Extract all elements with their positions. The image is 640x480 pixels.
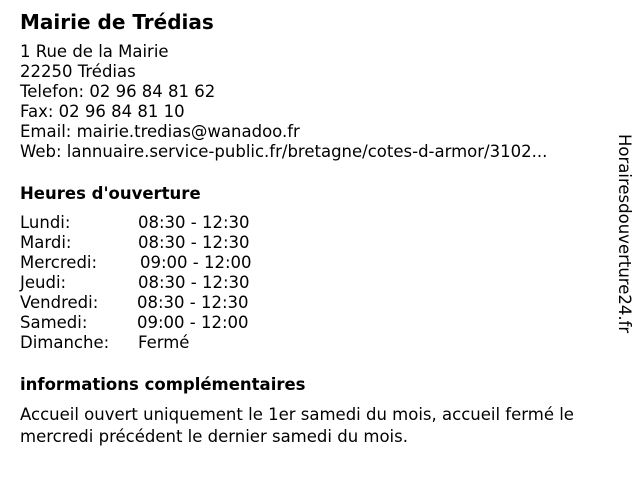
hours-row bbox=[20, 293, 610, 313]
hours-time: 09:00 - 12:00 bbox=[137, 313, 249, 332]
info-text: Accueil ouvert uniquement le 1er samedi du mois, accueil fermé le mercredi précédent le dernier samedi du mois. bbox=[20, 405, 574, 446]
hours-time: 08:30 - 12:30 bbox=[137, 293, 249, 312]
hours-day: Jeudi: bbox=[20, 273, 67, 292]
hours-row bbox=[20, 313, 610, 333]
hours-row bbox=[20, 233, 610, 253]
address-city: 22250 Trédias bbox=[20, 62, 136, 81]
hours-time: 08:30 - 12:30 bbox=[138, 233, 250, 252]
address-street: 1 Rue de la Mairie bbox=[20, 42, 169, 61]
hours-day: Mercredi: bbox=[20, 253, 98, 272]
phone-line: Telefon: 02 96 84 81 62 bbox=[20, 82, 216, 101]
info-title: informations complémentaires bbox=[20, 375, 306, 394]
hours-day: Dimanche: bbox=[20, 333, 110, 352]
hours-row bbox=[20, 273, 610, 293]
hours-day: Samedi: bbox=[20, 313, 88, 332]
hours-time: Fermé bbox=[138, 333, 190, 352]
fax-line: Fax: 02 96 84 81 10 bbox=[20, 102, 185, 121]
office-title: Mairie de Trédias bbox=[20, 10, 214, 34]
brand-watermark: Horairesdouverture24.fr bbox=[615, 134, 634, 334]
email-line: Email: mairie.tredias@wanadoo.fr bbox=[20, 122, 300, 141]
hours-time: 08:30 - 12:30 bbox=[138, 213, 250, 232]
hours-day: Vendredi: bbox=[20, 293, 99, 312]
hours-row bbox=[20, 253, 610, 273]
hours-day: Mardi: bbox=[20, 233, 72, 252]
hours-day: Lundi: bbox=[20, 213, 71, 232]
hours-row bbox=[20, 333, 610, 353]
hours-row bbox=[20, 213, 610, 233]
hours-time: 09:00 - 12:00 bbox=[140, 253, 252, 272]
hours-time: 08:30 - 12:30 bbox=[138, 273, 250, 292]
web-line: Web: lannuaire.service-public.fr/bretagne/cotes-d-armor/3102... bbox=[20, 142, 548, 161]
hours-table bbox=[20, 213, 610, 353]
hours-title: Heures d'ouverture bbox=[20, 184, 201, 203]
office-card bbox=[20, 10, 610, 448]
